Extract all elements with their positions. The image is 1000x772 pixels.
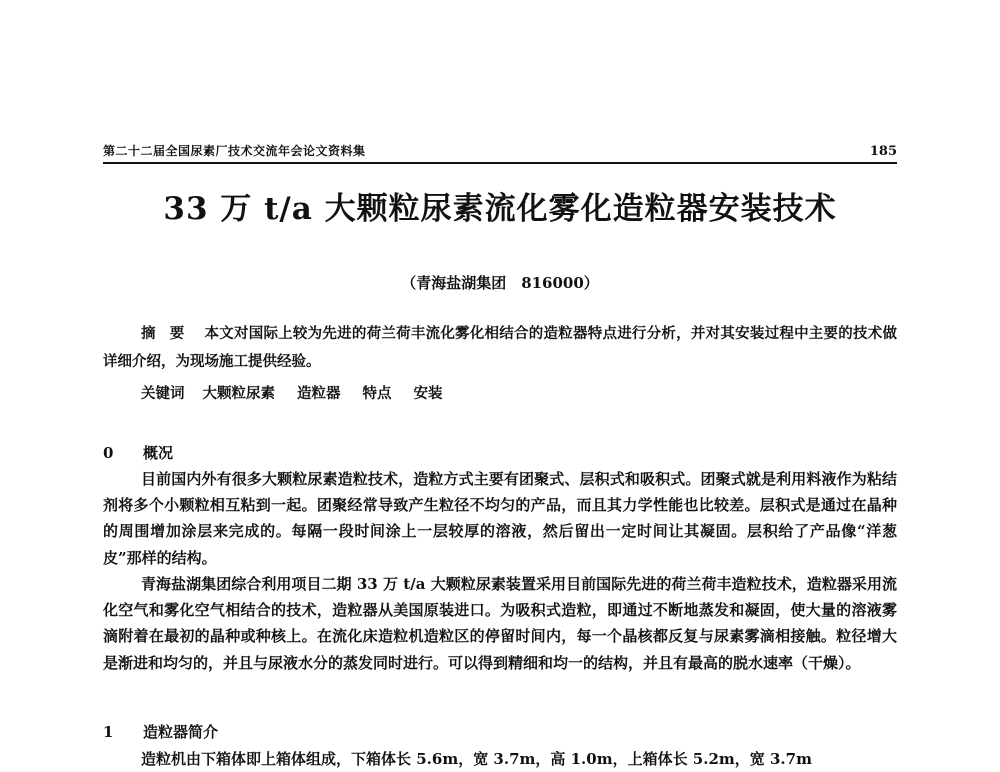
running-header [103,138,897,164]
keywords [141,380,897,408]
body-paragraph: 目前国内外有很多大颗粒尿素造粒技术，造粒方式主要有团聚式、层积式和吸积式。团聚式就是利用料液作为粘结剂将多个小颗粒相互粘到一起。团聚经常导致产生粒径不均匀的产品，而且其力学性能也比较差。层积式是通过在晶种的周围增加涂层来完成的。每隔一段时间涂上一层较厚的溶液，然后留出一定时间让其凝固。层积给了产品像“洋葱皮”那样的结构。 [103,470,897,567]
paper-title: 33 万 t/a 大颗粒尿素流化雾化造粒器安装技术 [163,191,837,227]
author-affiliation: （青海盐湖集团 816000） [401,274,599,292]
section-number: 1 [103,723,114,741]
section-number: 0 [103,444,114,462]
abstract [103,320,897,376]
truncated-text-line [141,746,897,768]
section-heading-0 [103,440,897,466]
section-heading-1 [103,719,897,745]
keyword-item: 大颗粒尿素 [202,385,275,402]
keyword-item: 安装 [413,385,443,402]
keyword-item: 造粒器 [297,385,341,402]
section-title: 概况 [143,444,174,462]
section-title: 造粒器简介 [143,723,219,741]
keywords-label: 关键词 [141,385,185,402]
abstract-label: 摘要 [141,325,199,342]
page-number: 185 [869,144,897,159]
body-paragraph: 造粒机由下箱体即上箱体组成，下箱体长 5.6m，宽 3.7m，高 1.0m，上箱体长 5.2m，宽 3.7m [141,750,812,768]
body-paragraph: 青海盐湖集团综合利用项目二期 33 万 t/a 大颗粒尿素装置采用目前国际先进的荷兰荷丰造粒技术，造粒器采用流化空气和雾化空气相结合的技术，造粒器从美国原装进口。为吸积式造粒，即通过不断地蒸发和凝固，使大量的溶液雾滴附着在最初的晶种或种核上。在流化床造粒机造粒区的停留时间内，每一个晶核都反复与尿素雾滴相接触。粒径增大是渐进和均匀的，并且与尿液水分的蒸发同时进行。可以得到精细和均一的结构，并且有最高的脱水速率（干燥）。 [103,575,897,672]
running-head-title: 第二十二届全国尿素厂技术交流年会论文资料集 [103,144,366,158]
keyword-item: 特点 [362,385,392,402]
abstract-text: 本文对国际上较为先进的荷兰荷丰流化雾化相结合的造粒器特点进行分析，并对其安装过程中主要的技术做详细介绍，为现场施工提供经验。 [103,325,898,370]
